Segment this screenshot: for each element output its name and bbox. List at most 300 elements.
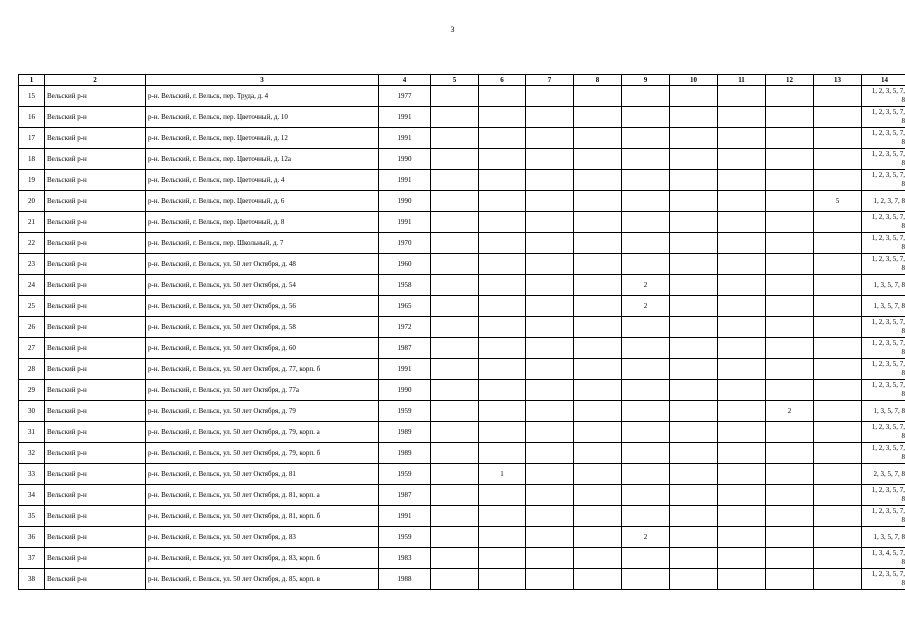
col11-cell bbox=[718, 422, 766, 443]
col6-cell bbox=[479, 401, 526, 422]
col14-cell bbox=[862, 506, 905, 527]
col5-cell bbox=[431, 485, 479, 506]
col11-cell bbox=[718, 464, 766, 485]
col14-line1: 1, 2, 3, 5, 7, bbox=[871, 234, 905, 242]
col14-line1: 1, 2, 3, 5, 7, bbox=[871, 444, 905, 452]
col8-cell bbox=[574, 296, 622, 317]
col6-cell bbox=[479, 296, 526, 317]
col7-cell bbox=[526, 464, 574, 485]
address-cell: р-н. Вельский, г. Вельск, пер. Цветочный, д. 12а bbox=[146, 149, 379, 170]
col11-cell bbox=[718, 338, 766, 359]
row-number-cell: 33 bbox=[19, 464, 45, 485]
district-cell: Вельский р-н bbox=[45, 569, 146, 590]
col5-cell bbox=[431, 380, 479, 401]
col14-line1: 1, 2, 3, 5, 7, bbox=[871, 570, 905, 578]
col8-cell bbox=[574, 443, 622, 464]
col10-cell bbox=[670, 443, 718, 464]
table-row bbox=[19, 464, 905, 485]
col11-cell bbox=[718, 191, 766, 212]
district-cell: Вельский р-н bbox=[45, 128, 146, 149]
column-header: 5 bbox=[431, 75, 479, 86]
year-cell: 1987 bbox=[379, 485, 431, 506]
col12-cell bbox=[766, 170, 814, 191]
col7-cell bbox=[526, 506, 574, 527]
col13-cell bbox=[814, 401, 862, 422]
table-row bbox=[19, 359, 905, 380]
year-cell: 1960 bbox=[379, 254, 431, 275]
col9-cell: 2 bbox=[622, 275, 670, 296]
col14-line1: 1, 3, 5, 7, 8 bbox=[873, 532, 905, 541]
col14-line1: 1, 2, 3, 5, 7, bbox=[871, 87, 905, 95]
col10-cell bbox=[670, 338, 718, 359]
col10-cell bbox=[670, 233, 718, 254]
address-cell: р-н. Вельский, г. Вельск, пер. Цветочный, д. 10 bbox=[146, 107, 379, 128]
col13-cell bbox=[814, 548, 862, 569]
column-header: 12 bbox=[766, 75, 814, 86]
col10-cell bbox=[670, 380, 718, 401]
address-cell: р-н. Вельский, г. Вельск, ул. 50 лет Октября, д. 83, корп. б bbox=[146, 548, 379, 569]
col13-cell bbox=[814, 170, 862, 191]
row-number-cell: 35 bbox=[19, 506, 45, 527]
col13-cell bbox=[814, 422, 862, 443]
col9-cell bbox=[622, 191, 670, 212]
col5-cell bbox=[431, 338, 479, 359]
col13-cell bbox=[814, 107, 862, 128]
col10-cell bbox=[670, 506, 718, 527]
col14-line1: 1, 2, 3, 5, 7, bbox=[871, 255, 905, 263]
col6-cell bbox=[479, 548, 526, 569]
col9-cell bbox=[622, 464, 670, 485]
col6-cell: 1 bbox=[479, 464, 526, 485]
col14-line2: 8 bbox=[901, 579, 905, 587]
column-header: 3 bbox=[146, 75, 379, 86]
col13-cell bbox=[814, 569, 862, 590]
col12-cell bbox=[766, 443, 814, 464]
col11-cell bbox=[718, 485, 766, 506]
col9-cell bbox=[622, 317, 670, 338]
col5-cell bbox=[431, 86, 479, 107]
col6-cell bbox=[479, 443, 526, 464]
col10-cell bbox=[670, 422, 718, 443]
col6-cell bbox=[479, 569, 526, 590]
col10-cell bbox=[670, 254, 718, 275]
year-cell: 1970 bbox=[379, 233, 431, 254]
col9-cell bbox=[622, 506, 670, 527]
table-row bbox=[19, 380, 905, 401]
address-cell: р-н. Вельский, г. Вельск, пер. Цветочный, д. 6 bbox=[146, 191, 379, 212]
address-cell: р-н. Вельский, г. Вельск, ул. 50 лет Октября, д. 56 bbox=[146, 296, 379, 317]
col14-cell bbox=[862, 254, 905, 275]
col11-cell bbox=[718, 296, 766, 317]
col9-cell bbox=[622, 107, 670, 128]
col5-cell bbox=[431, 527, 479, 548]
table-row bbox=[19, 548, 905, 569]
district-cell: Вельский р-н bbox=[45, 548, 146, 569]
col14-line2: 8 bbox=[901, 96, 905, 104]
col14-cell bbox=[862, 422, 905, 443]
col12-cell bbox=[766, 212, 814, 233]
col14-line1: 1, 2, 3, 7, 8 bbox=[873, 196, 905, 205]
table-row bbox=[19, 443, 905, 464]
address-cell: р-н. Вельский, г. Вельск, ул. 50 лет Октября, д. 60 bbox=[146, 338, 379, 359]
col9-cell bbox=[622, 254, 670, 275]
col6-cell bbox=[479, 86, 526, 107]
row-number-cell: 22 bbox=[19, 233, 45, 254]
column-header: 2 bbox=[45, 75, 146, 86]
col14-cell bbox=[862, 443, 905, 464]
col5-cell bbox=[431, 506, 479, 527]
col5-cell bbox=[431, 401, 479, 422]
col8-cell bbox=[574, 548, 622, 569]
col14-cell bbox=[862, 212, 905, 233]
table-body bbox=[19, 86, 905, 590]
row-number-cell: 16 bbox=[19, 107, 45, 128]
table-row bbox=[19, 317, 905, 338]
col7-cell bbox=[526, 86, 574, 107]
address-cell: р-н. Вельский, г. Вельск, ул. 50 лет Октября, д. 81 bbox=[146, 464, 379, 485]
row-number-cell: 19 bbox=[19, 170, 45, 191]
col13-cell bbox=[814, 233, 862, 254]
col5-cell bbox=[431, 128, 479, 149]
year-cell: 1989 bbox=[379, 422, 431, 443]
district-cell: Вельский р-н bbox=[45, 527, 146, 548]
col6-cell bbox=[479, 275, 526, 296]
col5-cell bbox=[431, 296, 479, 317]
table-row bbox=[19, 296, 905, 317]
col14-cell bbox=[862, 464, 905, 485]
address-cell: р-н. Вельский, г. Вельск, ул. 50 лет Октября, д. 79, корп. а bbox=[146, 422, 379, 443]
col12-cell bbox=[766, 506, 814, 527]
col7-cell bbox=[526, 317, 574, 338]
col14-cell bbox=[862, 527, 905, 548]
district-cell: Вельский р-н bbox=[45, 86, 146, 107]
col6-cell bbox=[479, 506, 526, 527]
col13-cell bbox=[814, 317, 862, 338]
housing-register-table bbox=[18, 74, 905, 590]
col8-cell bbox=[574, 380, 622, 401]
col9-cell bbox=[622, 422, 670, 443]
table-row bbox=[19, 275, 905, 296]
col9-cell bbox=[622, 569, 670, 590]
col11-cell bbox=[718, 527, 766, 548]
col12-cell bbox=[766, 86, 814, 107]
district-cell: Вельский р-н bbox=[45, 233, 146, 254]
col14-cell bbox=[862, 170, 905, 191]
address-cell: р-н. Вельский, г. Вельск, ул. 50 лет Октября, д. 77, корп. б bbox=[146, 359, 379, 380]
col14-line1: 1, 2, 3, 5, 7, bbox=[871, 150, 905, 158]
col8-cell bbox=[574, 149, 622, 170]
header-row bbox=[19, 75, 905, 86]
table-row bbox=[19, 128, 905, 149]
col14-line2: 8 bbox=[901, 558, 905, 566]
col11-cell bbox=[718, 380, 766, 401]
table-row bbox=[19, 107, 905, 128]
address-cell: р-н. Вельский, г. Вельск, пер. Цветочный, д. 12 bbox=[146, 128, 379, 149]
col6-cell bbox=[479, 233, 526, 254]
col14-line2: 8 bbox=[901, 390, 905, 398]
col9-cell bbox=[622, 443, 670, 464]
table-row bbox=[19, 527, 905, 548]
col13-cell bbox=[814, 443, 862, 464]
col7-cell bbox=[526, 401, 574, 422]
col12-cell bbox=[766, 191, 814, 212]
year-cell: 1991 bbox=[379, 170, 431, 191]
col10-cell bbox=[670, 212, 718, 233]
col7-cell bbox=[526, 359, 574, 380]
address-cell: р-н. Вельский, г. Вельск, ул. 50 лет Октября, д. 83 bbox=[146, 527, 379, 548]
year-cell: 1958 bbox=[379, 275, 431, 296]
col9-cell bbox=[622, 548, 670, 569]
col11-cell bbox=[718, 506, 766, 527]
col13-cell bbox=[814, 338, 862, 359]
district-cell: Вельский р-н bbox=[45, 191, 146, 212]
col11-cell bbox=[718, 149, 766, 170]
table-header bbox=[19, 75, 905, 86]
column-header: 1 bbox=[19, 75, 45, 86]
row-number-cell: 26 bbox=[19, 317, 45, 338]
district-cell: Вельский р-н bbox=[45, 149, 146, 170]
table-row bbox=[19, 233, 905, 254]
row-number-cell: 18 bbox=[19, 149, 45, 170]
col11-cell bbox=[718, 401, 766, 422]
district-cell: Вельский р-н bbox=[45, 443, 146, 464]
col6-cell bbox=[479, 128, 526, 149]
year-cell: 1990 bbox=[379, 380, 431, 401]
col12-cell bbox=[766, 317, 814, 338]
col6-cell bbox=[479, 107, 526, 128]
col10-cell bbox=[670, 317, 718, 338]
row-number-cell: 28 bbox=[19, 359, 45, 380]
col14-cell bbox=[862, 380, 905, 401]
col14-line2: 8 bbox=[901, 264, 905, 272]
col5-cell bbox=[431, 359, 479, 380]
col8-cell bbox=[574, 128, 622, 149]
col14-line1: 2, 3, 5, 7, 8 bbox=[873, 469, 905, 478]
col6-cell bbox=[479, 359, 526, 380]
col13-cell bbox=[814, 149, 862, 170]
col12-cell bbox=[766, 359, 814, 380]
address-cell: р-н. Вельский, г. Вельск, пер. Цветочный, д. 8 bbox=[146, 212, 379, 233]
col5-cell bbox=[431, 191, 479, 212]
col13-cell bbox=[814, 359, 862, 380]
address-cell: р-н. Вельский, г. Вельск, ул. 50 лет Октября, д. 79, корп. б bbox=[146, 443, 379, 464]
col12-cell bbox=[766, 380, 814, 401]
col8-cell bbox=[574, 317, 622, 338]
col8-cell bbox=[574, 506, 622, 527]
col14-cell bbox=[862, 128, 905, 149]
col13-cell bbox=[814, 506, 862, 527]
col12-cell bbox=[766, 149, 814, 170]
col14-line1: 1, 2, 3, 5, 7, bbox=[871, 360, 905, 368]
district-cell: Вельский р-н bbox=[45, 317, 146, 338]
col14-line1: 1, 3, 5, 7, 8 bbox=[873, 406, 905, 415]
district-cell: Вельский р-н bbox=[45, 275, 146, 296]
district-cell: Вельский р-н bbox=[45, 485, 146, 506]
col14-line1: 1, 3, 4, 5, 7, bbox=[871, 549, 905, 557]
col9-cell bbox=[622, 233, 670, 254]
col10-cell bbox=[670, 170, 718, 191]
col14-cell bbox=[862, 317, 905, 338]
col5-cell bbox=[431, 443, 479, 464]
col9-cell: 2 bbox=[622, 527, 670, 548]
col11-cell bbox=[718, 443, 766, 464]
col7-cell bbox=[526, 191, 574, 212]
col7-cell bbox=[526, 296, 574, 317]
district-cell: Вельский р-н bbox=[45, 380, 146, 401]
column-header: 11 bbox=[718, 75, 766, 86]
col14-line1: 1, 2, 3, 5, 7, bbox=[871, 213, 905, 221]
district-cell: Вельский р-н bbox=[45, 464, 146, 485]
col8-cell bbox=[574, 107, 622, 128]
col12-cell bbox=[766, 128, 814, 149]
col14-line2: 8 bbox=[901, 117, 905, 125]
col5-cell bbox=[431, 170, 479, 191]
col14-cell bbox=[862, 548, 905, 569]
table-row bbox=[19, 506, 905, 527]
col9-cell bbox=[622, 485, 670, 506]
column-header: 4 bbox=[379, 75, 431, 86]
col14-cell bbox=[862, 401, 905, 422]
col11-cell bbox=[718, 569, 766, 590]
col6-cell bbox=[479, 485, 526, 506]
row-number-cell: 29 bbox=[19, 380, 45, 401]
col13-cell bbox=[814, 296, 862, 317]
col7-cell bbox=[526, 233, 574, 254]
col11-cell bbox=[718, 86, 766, 107]
col8-cell bbox=[574, 212, 622, 233]
col5-cell bbox=[431, 548, 479, 569]
col12-cell bbox=[766, 254, 814, 275]
address-cell: р-н. Вельский, г. Вельск, ул. 50 лет Октября, д. 48 bbox=[146, 254, 379, 275]
col10-cell bbox=[670, 569, 718, 590]
col7-cell bbox=[526, 128, 574, 149]
col5-cell bbox=[431, 212, 479, 233]
col10-cell bbox=[670, 548, 718, 569]
col6-cell bbox=[479, 149, 526, 170]
col14-line2: 8 bbox=[901, 327, 905, 335]
col10-cell bbox=[670, 401, 718, 422]
col14-line1: 1, 2, 3, 5, 7, bbox=[871, 108, 905, 116]
district-cell: Вельский р-н bbox=[45, 170, 146, 191]
col11-cell bbox=[718, 359, 766, 380]
col7-cell bbox=[526, 527, 574, 548]
col10-cell bbox=[670, 275, 718, 296]
row-number-cell: 17 bbox=[19, 128, 45, 149]
col14-line1: 1, 2, 3, 5, 7, bbox=[871, 171, 905, 179]
col14-line1: 1, 3, 5, 7, 8 bbox=[873, 301, 905, 310]
col14-line2: 8 bbox=[901, 432, 905, 440]
district-cell: Вельский р-н bbox=[45, 422, 146, 443]
address-cell: р-н. Вельский, г. Вельск, пер. Цветочный, д. 4 bbox=[146, 170, 379, 191]
col8-cell bbox=[574, 275, 622, 296]
year-cell: 1959 bbox=[379, 401, 431, 422]
year-cell: 1965 bbox=[379, 296, 431, 317]
col9-cell bbox=[622, 149, 670, 170]
col13-cell: 5 bbox=[814, 191, 862, 212]
col10-cell bbox=[670, 107, 718, 128]
column-header: 6 bbox=[479, 75, 526, 86]
col9-cell bbox=[622, 212, 670, 233]
year-cell: 1989 bbox=[379, 443, 431, 464]
col14-line1: 1, 3, 5, 7, 8 bbox=[873, 280, 905, 289]
col14-line1: 1, 2, 3, 5, 7, bbox=[871, 507, 905, 515]
row-number-cell: 36 bbox=[19, 527, 45, 548]
col9-cell bbox=[622, 170, 670, 191]
col14-line2: 8 bbox=[901, 495, 905, 503]
col11-cell bbox=[718, 128, 766, 149]
year-cell: 1991 bbox=[379, 359, 431, 380]
row-number-cell: 25 bbox=[19, 296, 45, 317]
col14-line1: 1, 2, 3, 5, 7, bbox=[871, 381, 905, 389]
row-number-cell: 30 bbox=[19, 401, 45, 422]
col13-cell bbox=[814, 212, 862, 233]
col14-line1: 1, 2, 3, 5, 7, bbox=[871, 423, 905, 431]
col6-cell bbox=[479, 338, 526, 359]
year-cell: 1972 bbox=[379, 317, 431, 338]
col7-cell bbox=[526, 548, 574, 569]
col14-cell bbox=[862, 296, 905, 317]
col8-cell bbox=[574, 569, 622, 590]
row-number-cell: 38 bbox=[19, 569, 45, 590]
col7-cell bbox=[526, 170, 574, 191]
col14-line1: 1, 2, 3, 5, 7, bbox=[871, 486, 905, 494]
col6-cell bbox=[479, 380, 526, 401]
col11-cell bbox=[718, 548, 766, 569]
col12-cell bbox=[766, 548, 814, 569]
col14-line2: 8 bbox=[901, 369, 905, 377]
col11-cell bbox=[718, 233, 766, 254]
year-cell: 1987 bbox=[379, 338, 431, 359]
col6-cell bbox=[479, 170, 526, 191]
col11-cell bbox=[718, 317, 766, 338]
col11-cell bbox=[718, 107, 766, 128]
row-number-cell: 31 bbox=[19, 422, 45, 443]
col7-cell bbox=[526, 569, 574, 590]
col7-cell bbox=[526, 275, 574, 296]
table-row bbox=[19, 254, 905, 275]
col14-cell bbox=[862, 359, 905, 380]
col8-cell bbox=[574, 464, 622, 485]
col6-cell bbox=[479, 317, 526, 338]
col8-cell bbox=[574, 422, 622, 443]
col12-cell bbox=[766, 296, 814, 317]
col10-cell bbox=[670, 359, 718, 380]
address-cell: р-н. Вельский, г. Вельск, ул. 50 лет Октября, д. 54 bbox=[146, 275, 379, 296]
col14-line1: 1, 2, 3, 5, 7, bbox=[871, 129, 905, 137]
col14-line2: 8 bbox=[901, 243, 905, 251]
col5-cell bbox=[431, 422, 479, 443]
col14-line1: 1, 2, 3, 5, 7, bbox=[871, 339, 905, 347]
page-number: 3 bbox=[450, 25, 455, 34]
col14-cell bbox=[862, 275, 905, 296]
col13-cell bbox=[814, 380, 862, 401]
col14-cell bbox=[862, 107, 905, 128]
col13-cell bbox=[814, 527, 862, 548]
column-header: 14 bbox=[862, 75, 905, 86]
district-cell: Вельский р-н bbox=[45, 254, 146, 275]
row-number-cell: 37 bbox=[19, 548, 45, 569]
col9-cell bbox=[622, 359, 670, 380]
col10-cell bbox=[670, 149, 718, 170]
col7-cell bbox=[526, 443, 574, 464]
year-cell: 1983 bbox=[379, 548, 431, 569]
col6-cell bbox=[479, 527, 526, 548]
col6-cell bbox=[479, 422, 526, 443]
col5-cell bbox=[431, 464, 479, 485]
row-number-cell: 34 bbox=[19, 485, 45, 506]
row-number-cell: 24 bbox=[19, 275, 45, 296]
district-cell: Вельский р-н bbox=[45, 296, 146, 317]
